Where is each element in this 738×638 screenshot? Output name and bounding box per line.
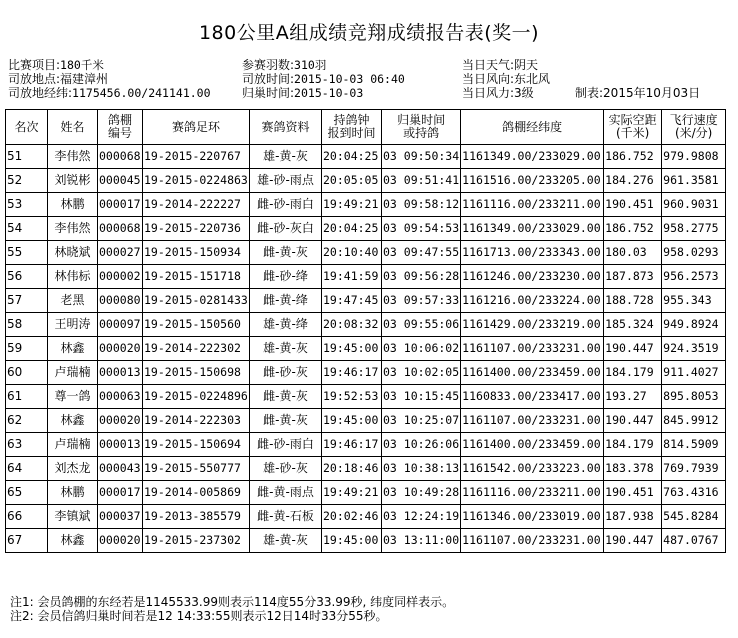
table-row — [6, 265, 726, 289]
column-header: 鸽棚 编号 — [98, 110, 143, 145]
cell-rank: 56 — [6, 265, 48, 289]
cell-info: 雌-砂-灰 — [250, 361, 322, 385]
cell-rank: 60 — [6, 361, 48, 385]
cell-report: 19:41:59 — [322, 265, 382, 289]
cell-report: 19:45:00 — [322, 337, 382, 361]
wind-dir-label: 当日风向: — [462, 72, 515, 86]
cell-arrive: 03 09:56:28 — [382, 265, 461, 289]
cell-loft: 000037 — [98, 505, 143, 529]
cell-dist: 190.451 — [604, 481, 662, 505]
column-header: 持鸽钟 报到时间 — [322, 110, 382, 145]
table-row — [6, 481, 726, 505]
cell-dist: 185.324 — [604, 313, 662, 337]
cell-rank: 57 — [6, 289, 48, 313]
wind-force-label: 当日风力: — [462, 86, 515, 100]
table-row — [6, 289, 726, 313]
cell-info: 雌-黄-石板 — [250, 505, 322, 529]
cell-name: 王明涛 — [48, 313, 98, 337]
cell-report: 19:49:21 — [322, 481, 382, 505]
table-row — [6, 361, 726, 385]
cell-arrive: 03 10:38:13 — [382, 457, 461, 481]
cell-arrive: 03 10:02:05 — [382, 361, 461, 385]
cell-name: 李镇斌 — [48, 505, 98, 529]
cell-loft: 000080 — [98, 289, 143, 313]
cell-speed: 845.9912 — [662, 409, 726, 433]
cell-loft: 000027 — [98, 241, 143, 265]
cell-name: 林鑫 — [48, 409, 98, 433]
cell-rank: 51 — [6, 145, 48, 169]
table-row — [6, 529, 726, 553]
column-header: 姓名 — [48, 110, 98, 145]
cell-loft: 000043 — [98, 457, 143, 481]
cell-dist: 193.27 — [604, 385, 662, 409]
cell-loft: 000063 — [98, 385, 143, 409]
count-value: 310羽 — [294, 58, 327, 72]
note-2: 注2: 会员信鸽归巢时间若是12 14:33:55则表示12日14时33分55秒。 — [10, 609, 388, 623]
cell-arrive: 03 09:54:53 — [382, 217, 461, 241]
cell-info: 雌-黄-绛 — [250, 289, 322, 313]
cell-report: 19:49:21 — [322, 193, 382, 217]
cell-rank: 53 — [6, 193, 48, 217]
cell-dist: 184.179 — [604, 433, 662, 457]
cell-coord: 1161346.00/233019.00 — [461, 505, 604, 529]
info-wind-dir — [462, 72, 550, 86]
cell-arrive: 03 09:50:34 — [382, 145, 461, 169]
cell-info: 雌-砂-雨白 — [250, 433, 322, 457]
cell-ring: 19-2015-150560 — [143, 313, 250, 337]
cell-ring: 19-2015-0224896 — [143, 385, 250, 409]
info-return-time — [242, 86, 363, 100]
cell-speed: 958.0293 — [662, 241, 726, 265]
cell-coord: 1161542.00/233223.00 — [461, 457, 604, 481]
cell-speed: 924.3519 — [662, 337, 726, 361]
weather-label: 当日天气: — [462, 58, 515, 72]
cell-coord: 1161349.00/233029.00 — [461, 217, 604, 241]
table-row — [6, 241, 726, 265]
cell-arrive: 03 10:25:07 — [382, 409, 461, 433]
table-row — [6, 409, 726, 433]
cell-ring: 19-2013-385579 — [143, 505, 250, 529]
cell-dist: 183.378 — [604, 457, 662, 481]
cell-coord: 1160833.00/233417.00 — [461, 385, 604, 409]
cell-coord: 1161400.00/233459.00 — [461, 361, 604, 385]
made-label: 制表: — [575, 86, 604, 100]
cell-loft: 000020 — [98, 529, 143, 553]
cell-coord: 1161713.00/233343.00 — [461, 241, 604, 265]
cell-speed: 956.2573 — [662, 265, 726, 289]
cell-rank: 58 — [6, 313, 48, 337]
cell-ring: 19-2015-150694 — [143, 433, 250, 457]
cell-rank: 59 — [6, 337, 48, 361]
cell-arrive: 03 10:26:06 — [382, 433, 461, 457]
cell-coord: 1161116.00/233211.00 — [461, 481, 604, 505]
cell-report: 20:02:46 — [322, 505, 382, 529]
cell-rank: 61 — [6, 385, 48, 409]
cell-coord: 1161400.00/233459.00 — [461, 433, 604, 457]
table-row — [6, 337, 726, 361]
cell-coord: 1161349.00/233029.00 — [461, 145, 604, 169]
cell-name: 卢瑞楠 — [48, 433, 98, 457]
cell-ring: 19-2015-150698 — [143, 361, 250, 385]
cell-report: 20:08:32 — [322, 313, 382, 337]
cell-loft: 000017 — [98, 481, 143, 505]
cell-arrive: 03 12:24:19 — [382, 505, 461, 529]
cell-speed: 958.2775 — [662, 217, 726, 241]
cell-arrive: 03 09:57:33 — [382, 289, 461, 313]
cell-name: 刘杰龙 — [48, 457, 98, 481]
release-place-label: 司放地点: — [8, 72, 61, 86]
cell-speed: 545.8284 — [662, 505, 726, 529]
cell-name: 林鹏 — [48, 481, 98, 505]
cell-info: 雄-黄-灰 — [250, 337, 322, 361]
table-row — [6, 385, 726, 409]
info-weather — [462, 58, 538, 72]
cell-loft: 000017 — [98, 193, 143, 217]
cell-report: 20:05:05 — [322, 169, 382, 193]
info-made-date — [575, 86, 700, 100]
cell-info: 雄-黄-灰 — [250, 529, 322, 553]
cell-rank: 55 — [6, 241, 48, 265]
cell-ring: 19-2015-151718 — [143, 265, 250, 289]
cell-name: 李伟然 — [48, 217, 98, 241]
cell-report: 20:04:25 — [322, 217, 382, 241]
cell-dist: 184.179 — [604, 361, 662, 385]
cell-dist: 187.873 — [604, 265, 662, 289]
cell-name: 尊一鸽 — [48, 385, 98, 409]
cell-report: 19:47:45 — [322, 289, 382, 313]
project-label: 比赛项目: — [8, 58, 61, 72]
cell-info: 雄-黄-灰 — [250, 145, 322, 169]
info-project — [8, 58, 104, 72]
cell-info: 雄-砂-灰 — [250, 457, 322, 481]
cell-dist: 186.752 — [604, 145, 662, 169]
cell-report: 19:45:00 — [322, 409, 382, 433]
cell-coord: 1161107.00/233231.00 — [461, 409, 604, 433]
release-time-label: 司放时间: — [242, 72, 295, 86]
table-row — [6, 457, 726, 481]
release-coord-label: 司放地经纬: — [8, 86, 73, 100]
cell-ring: 19-2015-220767 — [143, 145, 250, 169]
cell-info: 雌-砂-雨白 — [250, 193, 322, 217]
cell-rank: 66 — [6, 505, 48, 529]
wind-dir-value: 东北风 — [514, 72, 551, 86]
column-header: 赛鸽资料 — [250, 110, 322, 145]
info-wind-force — [462, 86, 534, 100]
info-release-place — [8, 72, 108, 86]
results-table — [5, 109, 726, 553]
cell-speed: 895.8053 — [662, 385, 726, 409]
column-header: 飞行速度 (米/分) — [662, 110, 726, 145]
cell-report: 19:46:17 — [322, 433, 382, 457]
cell-rank: 64 — [6, 457, 48, 481]
cell-dist: 190.447 — [604, 529, 662, 553]
cell-speed: 955.343 — [662, 289, 726, 313]
column-header: 赛鸽足环 — [143, 110, 250, 145]
cell-info: 雌-砂-灰白 — [250, 217, 322, 241]
cell-rank: 65 — [6, 481, 48, 505]
cell-ring: 19-2014-222227 — [143, 193, 250, 217]
cell-dist: 190.447 — [604, 409, 662, 433]
cell-ring: 19-2015-150934 — [143, 241, 250, 265]
cell-speed: 961.3581 — [662, 169, 726, 193]
cell-ring: 19-2015-550777 — [143, 457, 250, 481]
cell-coord: 1161246.00/233230.00 — [461, 265, 604, 289]
cell-name: 林鹏 — [48, 193, 98, 217]
cell-dist: 180.03 — [604, 241, 662, 265]
cell-speed: 814.5909 — [662, 433, 726, 457]
cell-coord: 1161429.00/233219.00 — [461, 313, 604, 337]
note-1: 注1: 会员鸽棚的东经若是1145533.99则表示114度55分33.99秒, 纬度同样表示。 — [10, 595, 455, 609]
cell-arrive: 03 10:06:02 — [382, 337, 461, 361]
cell-coord: 1161516.00/233205.00 — [461, 169, 604, 193]
release-coord-value: 1175456.00/241141.00 — [72, 86, 211, 100]
cell-loft: 000068 — [98, 217, 143, 241]
cell-loft: 000045 — [98, 169, 143, 193]
table-row — [6, 505, 726, 529]
cell-arrive: 03 09:55:06 — [382, 313, 461, 337]
cell-arrive: 03 10:49:28 — [382, 481, 461, 505]
info-release-coord — [8, 86, 211, 100]
cell-dist: 190.451 — [604, 193, 662, 217]
cell-dist: 186.752 — [604, 217, 662, 241]
column-header: 名次 — [6, 110, 48, 145]
cell-loft: 000013 — [98, 361, 143, 385]
cell-info: 雌-黄-灰 — [250, 385, 322, 409]
cell-loft: 000020 — [98, 409, 143, 433]
cell-coord: 1161107.00/233231.00 — [461, 529, 604, 553]
cell-name: 刘锐彬 — [48, 169, 98, 193]
cell-info: 雄-黄-绛 — [250, 313, 322, 337]
cell-name: 老黑 — [48, 289, 98, 313]
cell-speed: 763.4316 — [662, 481, 726, 505]
return-time-value: 2015-10-03 — [294, 86, 364, 100]
cell-report: 20:04:25 — [322, 145, 382, 169]
cell-coord: 1161216.00/233224.00 — [461, 289, 604, 313]
cell-dist: 190.447 — [604, 337, 662, 361]
cell-loft: 000068 — [98, 145, 143, 169]
cell-loft: 000002 — [98, 265, 143, 289]
cell-ring: 19-2015-0281433 — [143, 289, 250, 313]
cell-rank: 52 — [6, 169, 48, 193]
table-row — [6, 433, 726, 457]
cell-speed: 949.8924 — [662, 313, 726, 337]
column-header: 归巢时间 或持鸽 — [382, 110, 461, 145]
cell-speed: 769.7939 — [662, 457, 726, 481]
cell-dist: 184.276 — [604, 169, 662, 193]
wind-force-value: 3级 — [514, 86, 534, 100]
cell-arrive: 03 09:58:12 — [382, 193, 461, 217]
cell-dist: 188.728 — [604, 289, 662, 313]
report-title: 180公里A组成绩竞翔成绩报告表(奖一) — [198, 22, 540, 44]
cell-name: 林伟标 — [48, 265, 98, 289]
weather-value: 阴天 — [514, 58, 539, 72]
cell-rank: 67 — [6, 529, 48, 553]
cell-name: 卢瑞楠 — [48, 361, 98, 385]
cell-report: 19:45:00 — [322, 529, 382, 553]
table-row — [6, 217, 726, 241]
cell-rank: 62 — [6, 409, 48, 433]
cell-info: 雌-黄-灰 — [250, 409, 322, 433]
cell-info: 雄-砂-雨点 — [250, 169, 322, 193]
cell-arrive: 03 09:47:55 — [382, 241, 461, 265]
table-row — [6, 145, 726, 169]
cell-info: 雌-黄-灰 — [250, 241, 322, 265]
cell-name: 林鑫 — [48, 337, 98, 361]
release-time-value: 2015-10-03 06:40 — [294, 72, 405, 86]
cell-speed: 979.9808 — [662, 145, 726, 169]
cell-ring: 19-2015-220736 — [143, 217, 250, 241]
cell-arrive: 03 13:11:00 — [382, 529, 461, 553]
cell-speed: 487.0767 — [662, 529, 726, 553]
cell-report: 20:18:46 — [322, 457, 382, 481]
cell-arrive: 03 10:15:45 — [382, 385, 461, 409]
cell-loft: 000097 — [98, 313, 143, 337]
column-header: 实际空距 (千米) — [604, 110, 662, 145]
cell-report: 20:10:40 — [322, 241, 382, 265]
info-release-time — [242, 72, 405, 86]
cell-ring: 19-2014-005869 — [143, 481, 250, 505]
cell-info: 雌-砂-绛 — [250, 265, 322, 289]
table-body — [6, 145, 726, 553]
table-row — [6, 169, 726, 193]
cell-loft: 000020 — [98, 337, 143, 361]
cell-dist: 187.938 — [604, 505, 662, 529]
cell-name: 林晓斌 — [48, 241, 98, 265]
return-time-label: 归巢时间: — [242, 86, 295, 100]
info-count — [242, 58, 326, 72]
cell-speed: 960.9031 — [662, 193, 726, 217]
cell-coord: 1161107.00/233231.00 — [461, 337, 604, 361]
count-label: 参赛羽数: — [242, 58, 295, 72]
cell-arrive: 03 09:51:41 — [382, 169, 461, 193]
cell-rank: 54 — [6, 217, 48, 241]
cell-report: 19:52:53 — [322, 385, 382, 409]
cell-ring: 19-2015-0224863 — [143, 169, 250, 193]
notes — [10, 595, 454, 623]
table-row — [6, 193, 726, 217]
cell-speed: 911.4027 — [662, 361, 726, 385]
column-header: 鸽棚经纬度 — [461, 110, 604, 145]
table-row — [6, 313, 726, 337]
cell-name: 林鑫 — [48, 529, 98, 553]
cell-rank: 63 — [6, 433, 48, 457]
cell-ring: 19-2014-222302 — [143, 337, 250, 361]
cell-name: 李伟然 — [48, 145, 98, 169]
made-value: 2015年10月03日 — [603, 86, 701, 100]
cell-coord: 1161116.00/233211.00 — [461, 193, 604, 217]
cell-ring: 19-2014-222303 — [143, 409, 250, 433]
release-place-value: 福建漳州 — [60, 72, 109, 86]
cell-ring: 19-2015-237302 — [143, 529, 250, 553]
cell-report: 19:46:17 — [322, 361, 382, 385]
cell-info: 雌-黄-雨点 — [250, 481, 322, 505]
cell-loft: 000013 — [98, 433, 143, 457]
project-value: 180千米 — [60, 58, 104, 72]
header-row — [6, 110, 726, 145]
